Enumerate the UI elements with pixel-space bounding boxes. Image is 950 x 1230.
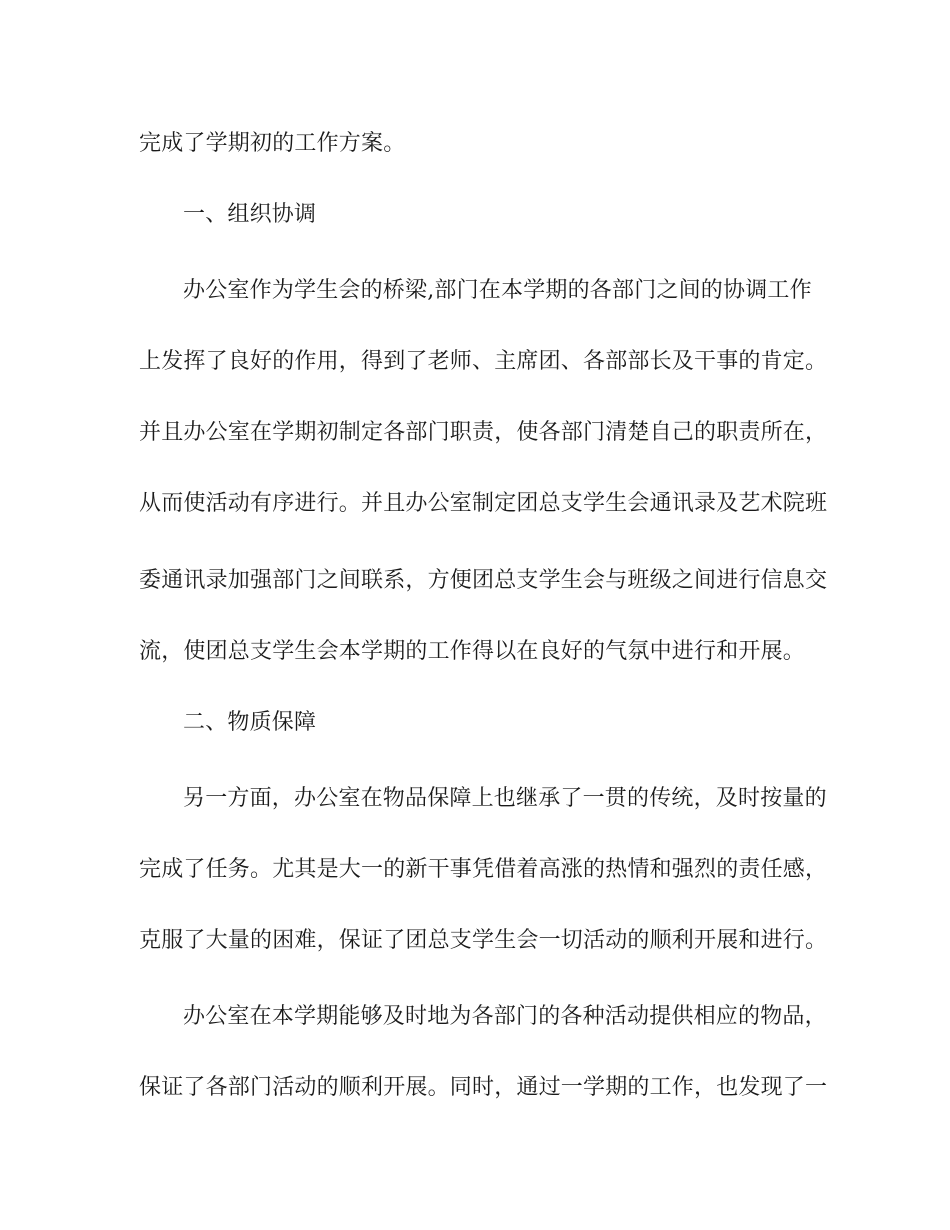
section-heading: 二、物质保障 [183, 710, 317, 735]
text-line: 从而使活动有序进行。并且办公室制定团总支学生会通讯录及艺术院班 [139, 491, 828, 516]
text-line: 委通讯录加强部门之间联系，方便团总支学生会与班级之间进行信息交 [139, 568, 828, 593]
section-heading: 一、组织协调 [183, 202, 317, 227]
text-line: 保证了各部门活动的顺利开展。同时，通过一学期的工作，也发现了一 [139, 1075, 828, 1100]
text-line: 办公室作为学生会的桥梁,部门在本学期的各部门之间的协调工作 [183, 278, 812, 303]
text-line: 并且办公室在学期初制定各部门职责，使各部门清楚自己的职责所在， [139, 420, 828, 445]
text-line: 流，使团总支学生会本学期的工作得以在良好的气氛中进行和开展。 [139, 639, 806, 664]
text-line: 办公室在本学期能够及时地为各部门的各种活动提供相应的物品， [183, 1004, 827, 1029]
text-line: 另一方面，办公室在物品保障上也继承了一贯的传统，及时按量的 [183, 786, 827, 811]
text-line: 克服了大量的困难，保证了团总支学生会一切活动的顺利开展和进行。 [139, 928, 828, 953]
text-line: 完成了任务。尤其是大一的新干事凭借着高涨的热情和强烈的责任感， [139, 857, 828, 882]
text-line: 完成了学期初的工作方案。 [139, 131, 406, 156]
text-line: 上发挥了良好的作用，得到了老师、主席团、各部部长及干事的肯定。 [139, 349, 828, 374]
